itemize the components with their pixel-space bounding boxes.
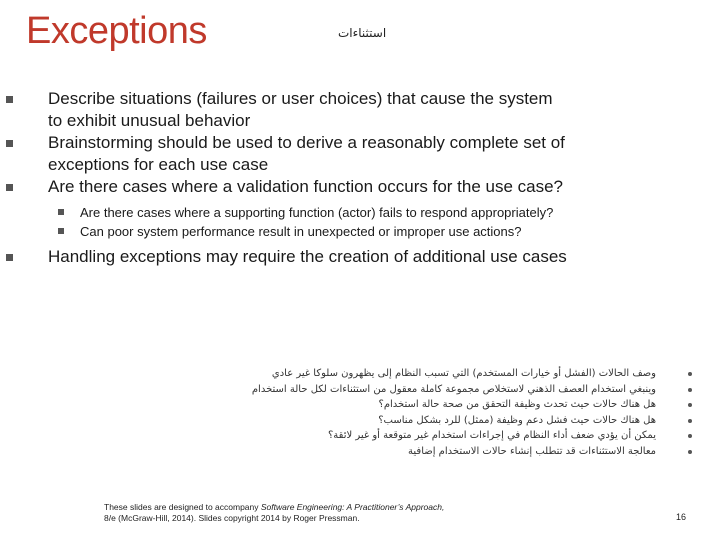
arabic-translation-list (180, 366, 674, 459)
bullet-text: Handling exceptions may require the creation of additional use cases (48, 247, 567, 266)
arabic-text: هل هناك حالات حيث فشل دعم وظيفة (ممثل) للرد بشكل مناسب؟ (378, 414, 656, 426)
sub-bullet-item (0, 223, 570, 240)
dot-bullet-icon (688, 419, 692, 423)
bullet-list (0, 88, 720, 268)
square-bullet-icon (6, 184, 13, 191)
arabic-list-item (180, 366, 674, 382)
arabic-list-item (180, 413, 674, 429)
square-bullet-icon (58, 228, 64, 234)
page-number: 16 (676, 512, 687, 522)
slide-title: Exceptions (26, 10, 207, 52)
arabic-text: وينبغي استخدام العصف الذهني لاستخلاص مجموعة كاملة معقول من استثناءات لكل حالة استخدام (251, 383, 656, 395)
square-bullet-icon (6, 140, 13, 147)
dot-bullet-icon (688, 403, 692, 407)
arabic-text: وصف الحالات (الفشل أو خيارات المستخدم) التي تسبب النظام إلى يظهرون سلوكا غير عادي (271, 368, 656, 379)
bullet-text: Are there cases where a validation function occurs for the use case? (48, 177, 564, 196)
bullet-text: Describe situations (failures or user choices) that cause the system to exhibit unusual behavior (48, 89, 553, 130)
bullet-text: Brainstorming should be used to derive a reasonably complete set of exceptions for each use case (48, 133, 565, 174)
arabic-list-item (180, 444, 674, 460)
arabic-text: هل هناك حالات حيث تحدث وظيفة التحقق من صحة حالة استخدام؟ (378, 399, 656, 410)
dot-bullet-icon (688, 388, 692, 392)
bullet-item (0, 132, 568, 176)
square-bullet-icon (6, 96, 13, 103)
sub-bullet-text: Can poor system performance result in unexpected or improper use actions? (80, 224, 522, 239)
dot-bullet-icon (688, 434, 692, 438)
bullet-item (0, 176, 568, 198)
square-bullet-icon (58, 209, 64, 215)
footer-text-line2: 8/e (McGraw-Hill, 2014). Slides copyright 2014 by Roger Pressman. (104, 513, 360, 523)
arabic-list-item (180, 397, 674, 413)
copyright-footer (104, 502, 574, 524)
book-title: Software Engineering: A Practitioner’s Approach, (260, 502, 445, 512)
square-bullet-icon (6, 254, 13, 261)
bullet-item (0, 246, 568, 268)
bullet-item (0, 88, 568, 132)
dot-bullet-icon (688, 450, 692, 454)
sub-bullet-text: Are there cases where a supporting function (actor) fails to respond appropriately? (80, 205, 554, 220)
arabic-list-item (180, 428, 674, 444)
dot-bullet-icon (688, 372, 692, 376)
arabic-text: يمكن أن يؤدي ضعف أداء النظام في إجراءات استخدام غير متوقعة أو غير لائقة؟ (327, 430, 656, 441)
arabic-list-item (180, 382, 674, 398)
slide-title-arabic: استثناءات (338, 26, 387, 40)
footer-text: These slides are designed to accompany (104, 502, 261, 512)
arabic-text: معالجة الاستثناءات قد تتطلب إنشاء حالات الاستخدام إضافية (408, 445, 656, 457)
sub-bullet-item (0, 204, 570, 221)
